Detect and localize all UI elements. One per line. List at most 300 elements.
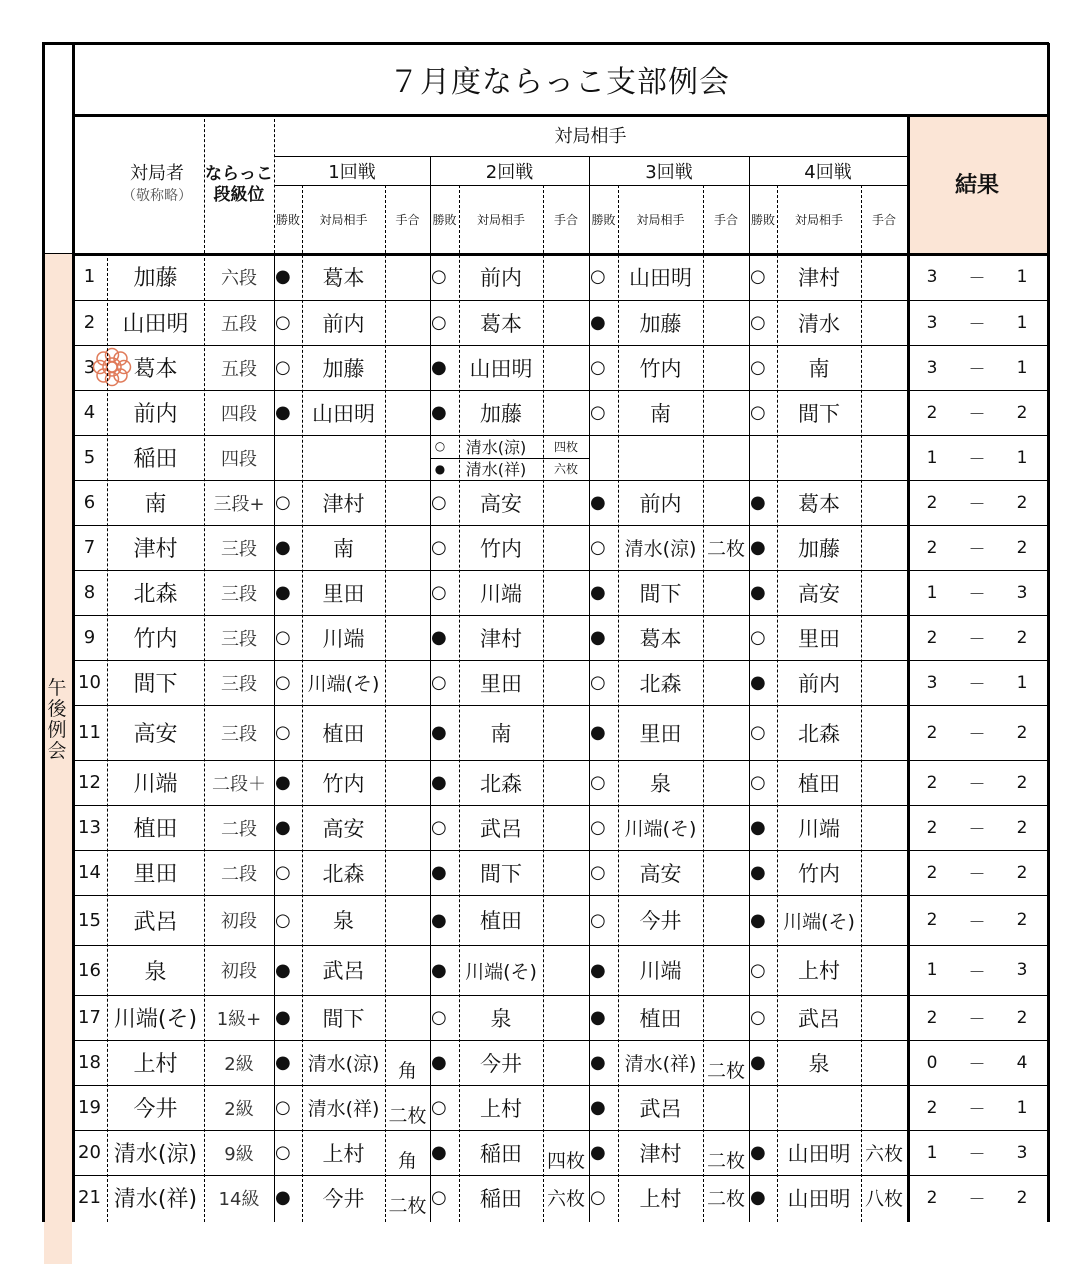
result-wins: 2 [926,910,938,930]
player-name: 竹内 [133,627,178,652]
player-rank: 三段 [221,673,257,695]
handicap [703,435,749,480]
result-dash: － [968,495,986,515]
opponent-name: 山田明 [787,1141,851,1166]
player-rank: 2級 [224,1053,254,1075]
header-round-1: 1回戦 [328,161,376,183]
game-result-mark: ● [431,357,447,378]
handicap [861,435,907,480]
opponent-name: 津村 [798,265,840,290]
grid-vline [274,253,275,1222]
split-opponent-name: 清水(涼) [465,437,527,457]
opponent-name: 稲田 [480,1141,522,1166]
handicap [861,705,907,760]
game-result-mark: ● [750,1187,766,1208]
opponent-name: 山田明 [787,1186,851,1211]
grid-hline [72,1040,1047,1041]
player-rank: 五段 [221,358,257,380]
opponent-name: 武呂 [480,816,522,841]
handicap [543,615,589,660]
result-losses: 2 [1016,537,1028,558]
game-result-mark: ○ [750,722,766,743]
game-result-mark: ○ [590,672,606,693]
opponent-name: 川端(そ) [307,673,380,695]
opponent-name: 川端 [798,816,840,841]
grid-vline [459,185,460,1222]
header-bottom-border [72,253,1047,256]
opponent-name [302,435,385,480]
opponent-name: 里田 [639,721,682,746]
row-number: 5 [83,447,96,468]
opponent-name: 泉 [490,1006,512,1031]
game-result-mark: ○ [590,537,606,558]
game-result-mark: ○ [590,402,606,423]
header-round-3: 3回戦 [645,161,693,183]
grid-hline [72,525,1047,526]
handicap [861,805,907,850]
handicap [861,660,907,705]
player-rank: 二段 [221,863,257,885]
game-result-mark: ○ [275,722,291,743]
handicap [543,390,589,435]
grid-hline [72,435,1047,436]
grid-hline [72,660,1047,661]
opponent-name: 北森 [639,671,682,696]
opponent-name: 葛本 [480,311,522,336]
result-dash: － [968,450,986,470]
game-result-mark: ○ [750,959,766,981]
opponent-name: 清水(祥) [624,1053,697,1075]
player-rank: 9級 [224,1143,254,1165]
game-result-mark: ● [590,1097,606,1118]
game-result-mark: ○ [431,1007,447,1028]
opponent-name: 前内 [480,265,522,290]
side-label [44,640,70,800]
handicap: 二枚 [706,538,745,560]
opponent-name: 間下 [322,1006,365,1031]
handicap [703,945,749,995]
header-opponent: 対局相手 [319,212,368,227]
grid-hline [274,185,907,186]
handicap [861,760,907,805]
player-name: 植田 [133,817,178,842]
row-number: 14 [78,862,101,883]
player-rank: 1級+ [216,1008,262,1030]
game-result-mark: ● [750,672,766,693]
handicap [861,995,907,1040]
handicap [385,253,430,300]
handicap [385,705,430,760]
game-result-mark [749,1085,777,1130]
result-dash: － [968,405,986,425]
handicap [861,1040,907,1085]
opponent-name: 里田 [798,626,840,651]
result-dash: － [968,775,986,795]
result-dash: － [968,912,986,933]
grid-hline [72,705,1047,706]
game-result-mark: ○ [431,537,447,558]
handicap [543,1040,589,1085]
handicap [703,850,749,895]
row-number: 11 [78,722,101,743]
result-dash: － [968,630,986,650]
opponent-name [777,435,861,480]
result-wins: 2 [926,1187,938,1208]
handicap: 角 [397,1060,417,1082]
handicap [385,805,430,850]
handicap [861,945,907,995]
player-rank: 14級 [218,1188,260,1210]
game-result-mark: ● [431,627,447,648]
game-result-mark: ● [750,492,766,513]
opponent-name: 南 [808,356,830,381]
handicap [703,615,749,660]
split-opponent-name: 清水(祥) [465,460,527,480]
handicap: 二枚 [706,1188,745,1210]
result-wins: 2 [926,817,938,838]
header-winloss: 勝敗 [750,212,775,227]
opponent-name: 今井 [480,1051,522,1076]
game-result-mark: ● [750,862,766,883]
result-wins: 2 [926,862,938,883]
player-rank: 初段 [221,961,257,982]
row-number: 7 [83,537,96,558]
game-result-mark: ● [590,959,606,981]
game-result-mark: ○ [275,862,291,883]
grid-vline [274,114,275,253]
grid-vline [749,156,750,1222]
grid-vline [861,185,862,1222]
game-result-mark: ● [431,959,447,981]
handicap [703,1085,749,1130]
game-result-mark: ○ [590,357,606,378]
flower-stamp-icon [90,345,134,389]
game-result-mark: ○ [431,672,447,693]
header-rank-line: ならっこ [205,164,273,184]
result-wins: 1 [926,1142,938,1163]
game-result-mark: ○ [590,1187,606,1208]
game-result-mark: ○ [590,772,606,793]
handicap [703,705,749,760]
player-name: 葛本 [133,357,178,382]
game-result-mark [589,435,618,480]
grid-vline [385,185,386,1222]
opponent-name: 津村 [639,1141,682,1166]
handicap [543,945,589,995]
result-column-border [907,114,910,1222]
header-winloss: 勝敗 [275,212,300,227]
result-losses: 1 [1016,266,1028,287]
result-dash: － [968,1145,986,1165]
handicap [861,300,907,345]
handicap [543,705,589,760]
handicap [385,615,430,660]
opponent-name: 津村 [480,626,522,651]
handicap [703,253,749,300]
header-round-4: 4回戦 [804,161,852,183]
handicap [703,805,749,850]
opponent-name: 稲田 [480,1186,522,1211]
player-rank: 二段 [221,818,257,840]
header-result: 結果 [954,173,999,198]
opponent-name [618,435,703,480]
split-handicap: 六枚 [553,462,578,477]
row-number: 17 [78,1007,101,1028]
game-result-mark: ● [275,1052,291,1073]
game-result-mark: ● [275,772,291,793]
opponent-name [777,1085,861,1130]
opponent-name: 竹内 [798,861,840,886]
opponent-name: 高安 [639,861,682,886]
result-losses: 1 [1016,357,1028,378]
row-number: 8 [83,582,96,603]
game-result-mark: ○ [431,266,447,287]
result-wins: 1 [926,960,938,980]
opponent-name: 葛本 [322,265,365,290]
player-name: 南 [144,492,167,517]
game-result-mark: ● [275,959,291,981]
game-result-mark: ● [275,1007,291,1028]
grid-hline [72,480,1047,481]
row-number: 9 [83,627,96,648]
grid-hline [72,570,1047,571]
handicap [385,345,430,390]
header-handicap: 手合 [871,212,896,227]
game-result-mark: ● [275,817,291,838]
handicap: 二枚 [388,1195,427,1217]
opponent-name: 川端(そ) [624,818,697,840]
grid-hline [72,300,1047,301]
opponent-name: 葛本 [639,626,682,651]
handicap: 角 [397,1150,417,1172]
handicap: 八枚 [864,1188,903,1210]
grid-vline [777,185,778,1222]
handicap [543,760,589,805]
result-dash: － [968,1100,986,1120]
handicap [861,345,907,390]
grid-hline [72,345,1047,346]
game-result-mark: ● [431,722,447,743]
grid-vline [430,156,431,1222]
game-result-mark: ● [590,582,606,603]
row-number: 1 [83,266,96,287]
game-result-mark: ○ [590,909,606,931]
player-rank: 三段 [221,628,257,650]
game-result-mark: ● [431,862,447,883]
game-result-mark: ● [431,402,447,423]
result-losses: 2 [1016,817,1028,838]
side-header-divider [42,253,72,254]
player-name: 津村 [133,537,178,562]
grid-vline [302,185,303,1222]
game-result-mark: ○ [590,862,606,883]
header-round-2: 2回戦 [485,161,534,183]
game-result-mark: ○ [750,266,766,287]
result-dash: － [968,1010,986,1030]
game-result-mark: ● [750,1142,766,1163]
result-dash: － [968,1190,986,1210]
header-handicap: 手合 [713,212,738,227]
opponent-name: 南 [333,536,354,561]
handicap [543,995,589,1040]
handicap [385,570,430,615]
opponent-name: 竹内 [639,356,682,381]
split-result-mark: ○ [434,439,446,454]
result-losses: 2 [1016,862,1028,883]
game-result-mark [749,435,777,480]
result-wins: 2 [926,772,938,793]
result-dash: － [968,360,986,380]
opponent-name: 山田明 [312,401,375,426]
header-winloss: 勝敗 [591,212,616,227]
grid-hline [72,1175,1047,1176]
opponent-name: 武呂 [322,959,365,983]
grid-hline [72,615,1047,616]
row-number: 19 [78,1097,101,1118]
header-handicap: 手合 [553,212,578,227]
outer-right-border [1047,43,1050,1222]
game-result-mark: ● [590,627,606,648]
opponent-name: 北森 [798,721,840,746]
result-wins: 2 [926,537,938,558]
player-name: 高安 [133,722,178,747]
player-name: 川端 [133,772,178,797]
grid-vline [107,253,108,1222]
page-title: ７月度ならっこ支部例会 [389,64,730,100]
opponent-name: 葛本 [798,491,840,516]
player-rank: 三段 [221,723,257,745]
game-result-mark: ● [590,492,606,513]
grid-hline [274,156,907,157]
opponent-name: 南 [490,721,512,746]
result-dash: － [968,725,986,745]
game-result-mark: ○ [431,582,447,603]
handicap [385,850,430,895]
side-label-char: 会 [47,740,67,762]
handicap [543,1085,589,1130]
player-name: 北森 [133,582,178,607]
game-result-mark: ● [431,909,447,931]
grid-vline [703,185,704,1222]
player-rank: 三段+ [213,493,265,515]
header-player: 対局者 [130,163,184,184]
game-result-mark: ○ [275,909,291,931]
opponent-name: 川端 [322,626,365,651]
game-result-mark: ● [750,582,766,603]
opponent-name: 里田 [322,581,365,606]
header-rank [204,160,274,210]
game-result-mark: ○ [750,772,766,793]
handicap [861,525,907,570]
result-losses: 2 [1016,722,1028,743]
handicap [703,300,749,345]
player-rank: 四段 [221,403,257,425]
opponent-name: 加藤 [322,356,365,381]
result-wins: 2 [926,1097,938,1118]
opponent-name: 上村 [798,959,840,983]
result-dash: － [968,269,986,289]
opponent-name: 高安 [798,581,840,606]
result-losses: 3 [1016,960,1028,980]
opponent-name: 高安 [480,491,522,516]
opponent-name: 加藤 [798,536,840,561]
grid-vline [204,114,205,253]
header-winloss: 勝敗 [432,212,457,227]
result-wins: 1 [926,582,938,603]
handicap [861,895,907,945]
row-number: 21 [78,1187,101,1208]
result-losses: 1 [1016,312,1028,333]
player-name: 清水(祥) [113,1187,198,1212]
result-wins: 2 [926,627,938,648]
player-rank: 三段 [221,583,257,605]
header-rank-line: 段級位 [213,185,265,205]
opponent-name: 清水 [798,311,840,336]
opponent-name: 間下 [480,861,522,886]
handicap [385,945,430,995]
grid-vline [543,185,544,1222]
split-divider [430,458,589,459]
handicap [703,760,749,805]
result-wins: 2 [926,722,938,743]
header-opponent: 対局相手 [636,212,685,227]
row-number: 6 [83,492,96,513]
handicap: 六枚 [546,1188,585,1210]
opponent-name: 前内 [322,311,365,336]
opponent-name: 武呂 [798,1006,840,1031]
game-result-mark: ● [750,537,766,558]
handicap: 二枚 [706,1060,745,1082]
result-losses: 2 [1016,910,1028,930]
opponent-name: 加藤 [480,401,522,426]
opponent-name: 南 [650,401,671,426]
grid-hline [72,1130,1047,1131]
opponent-name: 清水(涼) [624,538,697,560]
handicap [385,435,430,480]
opponent-name: 間下 [639,581,682,606]
game-result-mark: ● [275,402,291,423]
game-result-mark: ● [275,582,291,603]
handicap [703,390,749,435]
handicap [543,895,589,945]
row-number: 2 [83,312,96,333]
opponent-name: 泉 [808,1051,830,1076]
result-losses: 2 [1016,1187,1028,1208]
row-number: 3 [83,357,96,378]
opponent-name: 川端(そ) [465,960,537,983]
handicap [385,525,430,570]
opponent-name: 泉 [333,909,354,933]
game-result-mark: ○ [750,357,766,378]
game-result-mark: ● [275,266,291,287]
handicap: 二枚 [706,1150,745,1172]
row-number: 13 [78,817,101,838]
result-losses: 1 [1016,447,1028,468]
result-dash: － [968,675,986,695]
handicap [703,480,749,525]
handicap [861,615,907,660]
handicap [703,895,749,945]
header-player-note: （敬称略） [122,188,192,204]
handicap [385,300,430,345]
opponent-name: 上村 [322,1141,365,1166]
player-name: 泉 [144,959,167,985]
grid-vline [618,185,619,1222]
opponent-name: 山田明 [629,265,692,290]
game-result-mark: ○ [275,492,291,513]
opponent-name: 川端 [480,581,522,606]
game-result-mark: ● [431,772,447,793]
